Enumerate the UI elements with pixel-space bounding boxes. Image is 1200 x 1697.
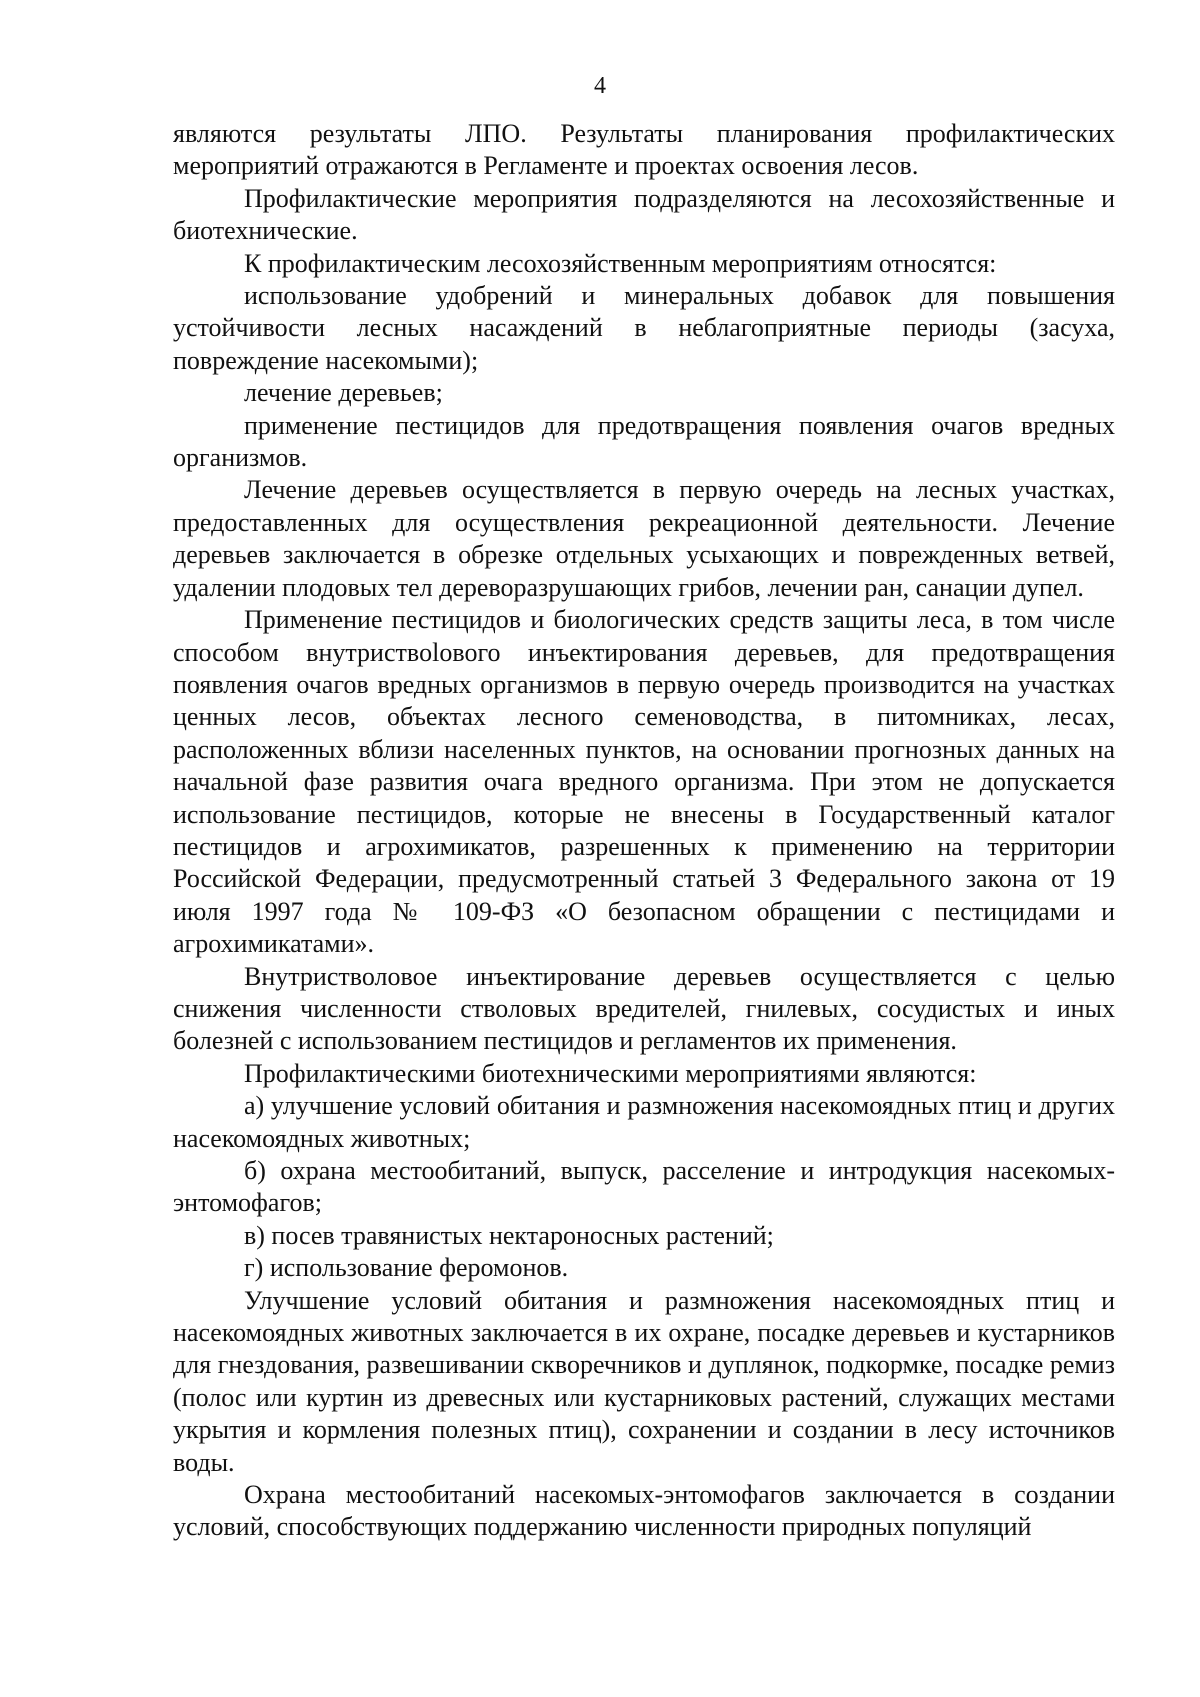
paragraph: Профилактические мероприятия подразделяются на лесохозяйственные и биотехнические. (173, 183, 1115, 246)
list-item: г) использование феромонов. (244, 1253, 569, 1283)
list-item: б) охрана местообитаний, выпуск, расселение и интродукция насекомых-энтомофагов; (173, 1156, 1115, 1218)
list-item: а) улучшение условий обитания и размножения насекомоядных птиц и других насекомоядных животных; (173, 1091, 1115, 1153)
paragraph: Улучшение условий обитания и размножения насекомоядных птиц и насекомоядных животных заключается в их охране, посадке деревьев и кустарников для гнездования, развешивании скворечников и дуплянок, подкормке, посадке ремиз (полос или куртин из древесных или кустарниковых растений, служащих местами укрытия и кормления полезных птиц), сохранении и создании в лесу источников воды. (173, 1285, 1115, 1477)
paragraph: являются результаты ЛПО. Результаты планирования профилактических мероприятий отражаются в Регламенте и проектах освоения лесов. (173, 119, 1115, 181)
document-body (173, 118, 1115, 1544)
paragraph: Профилактическими биотехническими мероприятиями являются: (244, 1058, 977, 1088)
list-item: лечение деревьев; (244, 378, 443, 408)
list-item: в) посев травянистых нектароносных растений; (244, 1220, 774, 1250)
paragraph: К профилактическим лесохозяйственным мероприятиям относятся: (244, 248, 997, 278)
paragraph: Внутристволовое инъектирование деревьев осуществляется с целью снижения численности стволовых вредителей, гнилевых, сосудистых и иных болезней с использованием пестицидов и регламентов их применения. (173, 961, 1115, 1056)
page-number: 4 (594, 73, 606, 99)
paragraph: Охрана местообитаний насекомых-энтомофагов заключается в создании условий, способствующих поддержанию численности природных популяций (173, 1480, 1115, 1542)
list-item: использование удобрений и минеральных добавок для повышения устойчивости лесных насаждений в неблагоприятные периоды (засуха, повреждение насекомыми); (173, 281, 1115, 375)
paragraph: Лечение деревьев осуществляется в первую очередь на лесных участках, предоставленных для осуществления рекреационной деятельности. Лечение деревьев заключается в обрезке отдельных усыхающих и поврежденных ветвей, удалении плодовых тел дереворазрушающих грибов, лечении ран, санации дупел. (173, 475, 1115, 602)
paragraph: Применение пестицидов и биологических средств защиты леса, в том числе способом внутриствolового инъектирования деревьев, для предотвращения появления очагов вредных организмов в первую очередь производится на участках ценных лесов, объектах лесного семеноводства, в питомниках, лесах, расположенных вблизи населенных пунктов, на основании прогнозных данных на начальной фазе развития очага вредного организма. При этом не допускается использование пестицидов, которые не внесены в Государственный каталог пестицидов и агрохимикатов, разрешенных к применению на территории Российской Федерации, предусмотренный статьей 3 Федерального закона от 19 июля 1997 года № 109-ФЗ «О безопасном обращении с пестицидами и агрохимикатами». (173, 605, 1115, 959)
list-item: применение пестицидов для предотвращения появления очагов вредных организмов. (173, 410, 1115, 473)
